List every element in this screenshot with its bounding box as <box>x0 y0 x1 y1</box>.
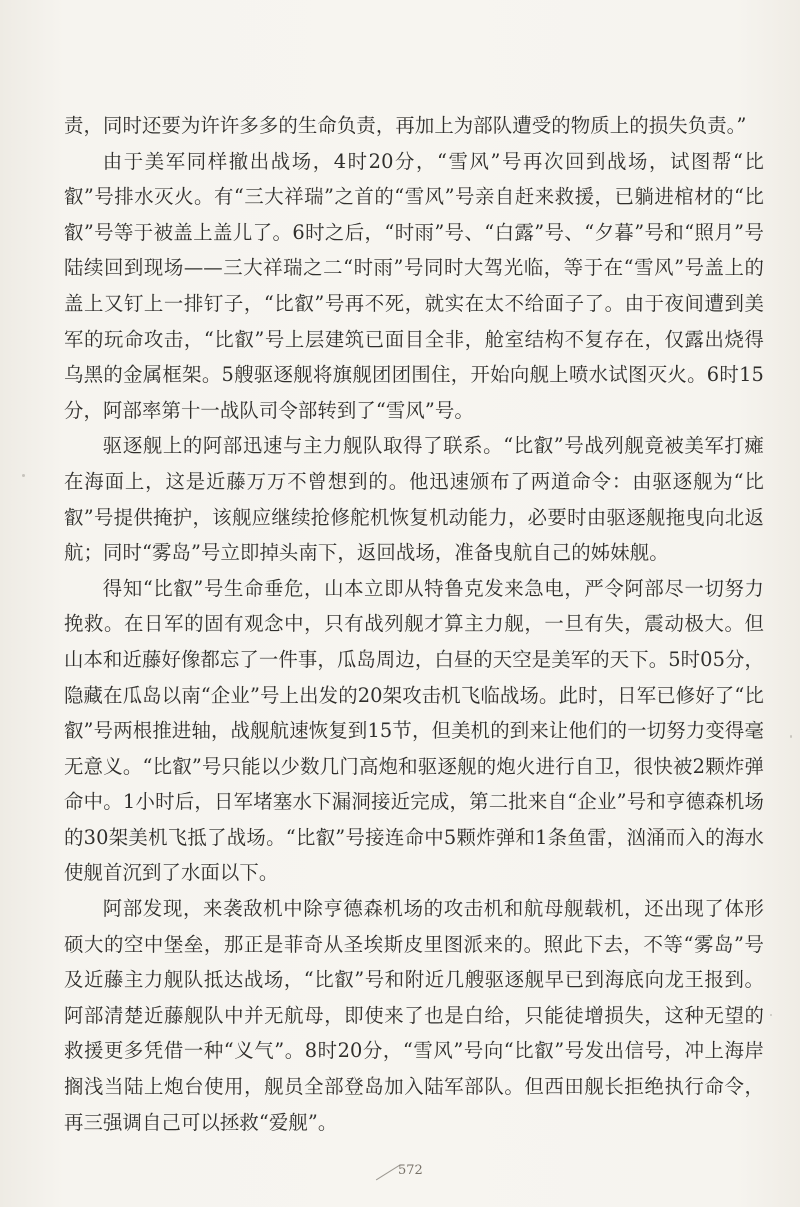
page-footer <box>360 1158 440 1188</box>
paragraph-continued: 责，同时还要为许许多多的生命负责，再加上为部队遭受的物质上的损失负责。” <box>64 114 747 137</box>
body-text <box>64 108 764 1140</box>
paragraph-3: 驱逐舰上的阿部迅速与主力舰队取得了联系。“比叡”号战列舰竟被美军打瘫在海面上，这是近藤万万不曾想到的。他迅速颁布了两道命令：由驱逐舰为“比叡”号提供掩护，该舰应继续抢修舵机恢复机动能力，必要时由驱逐舰拖曳向北返航；同时“雾岛”号立即掉头南下，返回战场，准备曳航自己的姊妹舰。 <box>64 434 764 565</box>
paragraph-2: 由于美军同样撤出战场，4时20分，“雪风”号再次回到战场，试图帮“比叡”号排水灭火。有“三大祥瑞”之首的“雪风”号亲自赶来救援，已躺进棺材的“比叡”号等于被盖上盖儿了。6时之后，“时雨”号、“白露”号、“夕暮”号和“照月”号陆续回到现场——三大祥瑞之二“时雨”号同时大驾光临，等于在“雪风”号盖上的盖上又钉上一排钉子，“比叡”号再不死，就实在太不给面子了。由于夜间遭到美军的玩命攻击，“比叡”号上层建筑已面目全非，舱室结构不复存在，仅露出烧得乌黑的金属框架。5艘驱逐舰将旗舰团团围住，开始向舰上喷水试图灭火。6时15分，阿部率第十一战队司令部转到了“雪风”号。 <box>64 149 764 422</box>
paragraph-4: 得知“比叡”号生命垂危，山本立即从特鲁克发来急电，严令阿部尽一切努力挽救。在日军的固有观念中，只有战列舰才算主力舰，一旦有失，震动极大。但山本和近藤好像都忘了一件事，瓜岛周边，白昼的天空是美军的天下。5时05分，隐藏在瓜岛以南“企业”号上出发的20架攻击机飞临战场。此时，日军已修好了“比叡”号两根推进轴，战舰航速恢复到15节，但美机的到来让他们的一切努力变得毫无意义。“比叡”号只能以少数几门高炮和驱逐舰的炮火进行自卫，很快被2颗炸弹命中。1小时后，日军堵塞水下漏洞接近完成，第二批来自“企业”号和亨德森机场的30架美机飞抵了战场。“比叡”号接连命中5颗炸弹和1条鱼雷，汹涌而入的海水使舰首沉到了水面以下。 <box>64 576 764 885</box>
paragraph-5: 阿部发现，来袭敌机中除亨德森机场的攻击机和航母舰载机，还出现了体形硕大的空中堡垒，那正是菲奇从圣埃斯皮里图派来的。照此下去，不等“雾岛”号及近藤主力舰队抵达战场，“比叡”号和附近几艘驱逐舰早已到海底向龙王报到。阿部清楚近藤舰队中并无航母，即使来了也是白给，只能徒增损失，这种无望的救援更多凭借一种“义气”。8时20分，“雪风”号向“比叡”号发出信号，冲上海岸搁浅当陆上炮台使用，舰员全部登岛加入陆军部队。但西田舰长拒绝执行命令，再三强调自己可以拯救“爱舰”。 <box>64 897 764 1134</box>
page-number: 572 <box>398 1163 423 1178</box>
scan-speck <box>22 474 25 477</box>
footer-slash-decoration <box>376 1165 400 1181</box>
scan-speck <box>770 1014 772 1016</box>
scan-speck <box>790 735 792 738</box>
